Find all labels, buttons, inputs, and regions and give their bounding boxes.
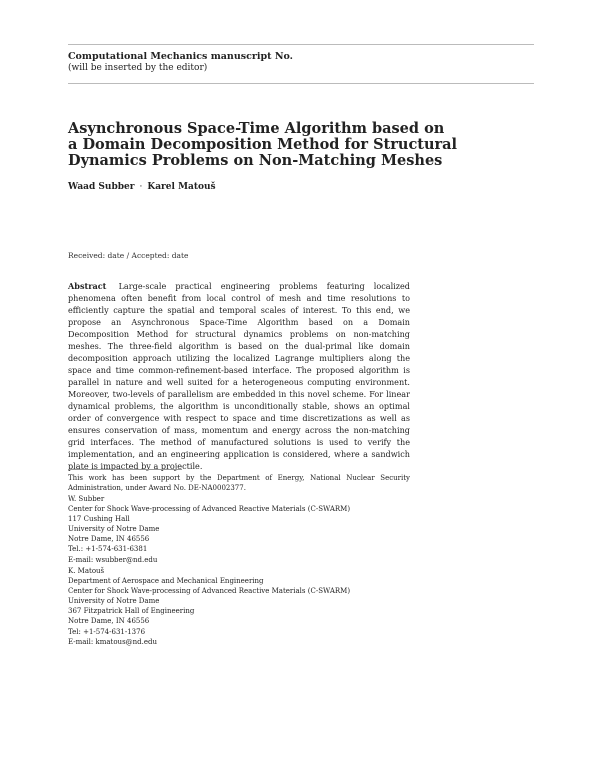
address-line: 117 Cushing Hall: [68, 515, 130, 524]
author-name: Karel Matouš: [147, 182, 216, 192]
journal-header: [68, 44, 534, 84]
paper-title: [68, 121, 488, 169]
address-line: University of Notre Dame: [68, 597, 160, 606]
address-line: Center for Shock Wave-processing of Advanced Reactive Materials (C-SWARM): [68, 505, 351, 514]
author-separator: ·: [139, 182, 143, 192]
author-address-subber: [68, 494, 350, 565]
address-line: W. Subber: [68, 495, 105, 503]
email-line: E-mail: kmatous@nd.edu: [68, 637, 158, 646]
title-line: a Domain Decomposition Method for Structural: [68, 136, 458, 153]
address-line: Department of Aerospace and Mechanical Engineering: [68, 577, 264, 586]
title-line: Asynchronous Space-Time Algorithm based on: [68, 120, 445, 137]
abstract: [68, 280, 410, 472]
author-list: [68, 182, 216, 192]
journal-name: Computational Mechanics manuscript No.: [68, 51, 293, 62]
title-line: Dynamics Problems on Non-Matching Meshes: [68, 152, 443, 169]
author-address-matous: [68, 566, 350, 647]
funding-footnote: This work has been support by the Department of Energy, National Nuclear Security Administration, under Award No. DE-NA0002377.: [68, 474, 410, 492]
editor-note: (will be inserted by the editor): [68, 63, 208, 73]
address-line: Tel: +1-574-631-1376: [68, 627, 146, 636]
abstract-label: Abstract: [68, 281, 107, 291]
address-line: Tel.: +1-574-631-6381: [68, 545, 148, 554]
author-name: Waad Subber: [68, 182, 135, 192]
address-line: K. Matouš: [68, 567, 105, 575]
address-line: Center for Shock Wave-processing of Advanced Reactive Materials (C-SWARM): [68, 587, 351, 596]
footnote-rule: [68, 469, 182, 470]
address-line: University of Notre Dame: [68, 525, 160, 534]
address-line: Notre Dame, IN 46556: [68, 617, 150, 626]
address-line: 367 Fitzpatrick Hall of Engineering: [68, 607, 195, 616]
received-dates: Received: date / Accepted: date: [68, 251, 189, 260]
address-line: Notre Dame, IN 46556: [68, 535, 150, 544]
abstract-text: Large-scale practical engineering problems featuring localized phenomena often benefit from local control of mesh and time resolutions to efficiently capture the spatial and temporal scales of interest. To this end, we propose an Asynchronous Space-Time Algorithm based on a Domain Decomposition Method for structural dynamics problems on non-matching meshes. The three-field algorithm is based on the dual-primal like domain decomposition approach utilizing the localized Lagrange multipliers along the space and time common-refinement-based interface. The proposed algorithm is parallel in nature and well suited for a heterogeneous computing environment. Moreover, two-levels of parallelism are embedded in this novel scheme. For linear dynamical problems, the algorithm is unconditionally stable, shows an optimal order of convergence with respect to space and time discretizations as well as ensures conservation of mass, momentum and energy across the non-matching grid interfaces. The method of manufactured solutions is used to verify the implementation, and an engineering application is considered, where a sandwich plate is impacted by a projectile.: [68, 281, 410, 471]
email-line: E-mail: wsubber@nd.edu: [68, 555, 158, 564]
